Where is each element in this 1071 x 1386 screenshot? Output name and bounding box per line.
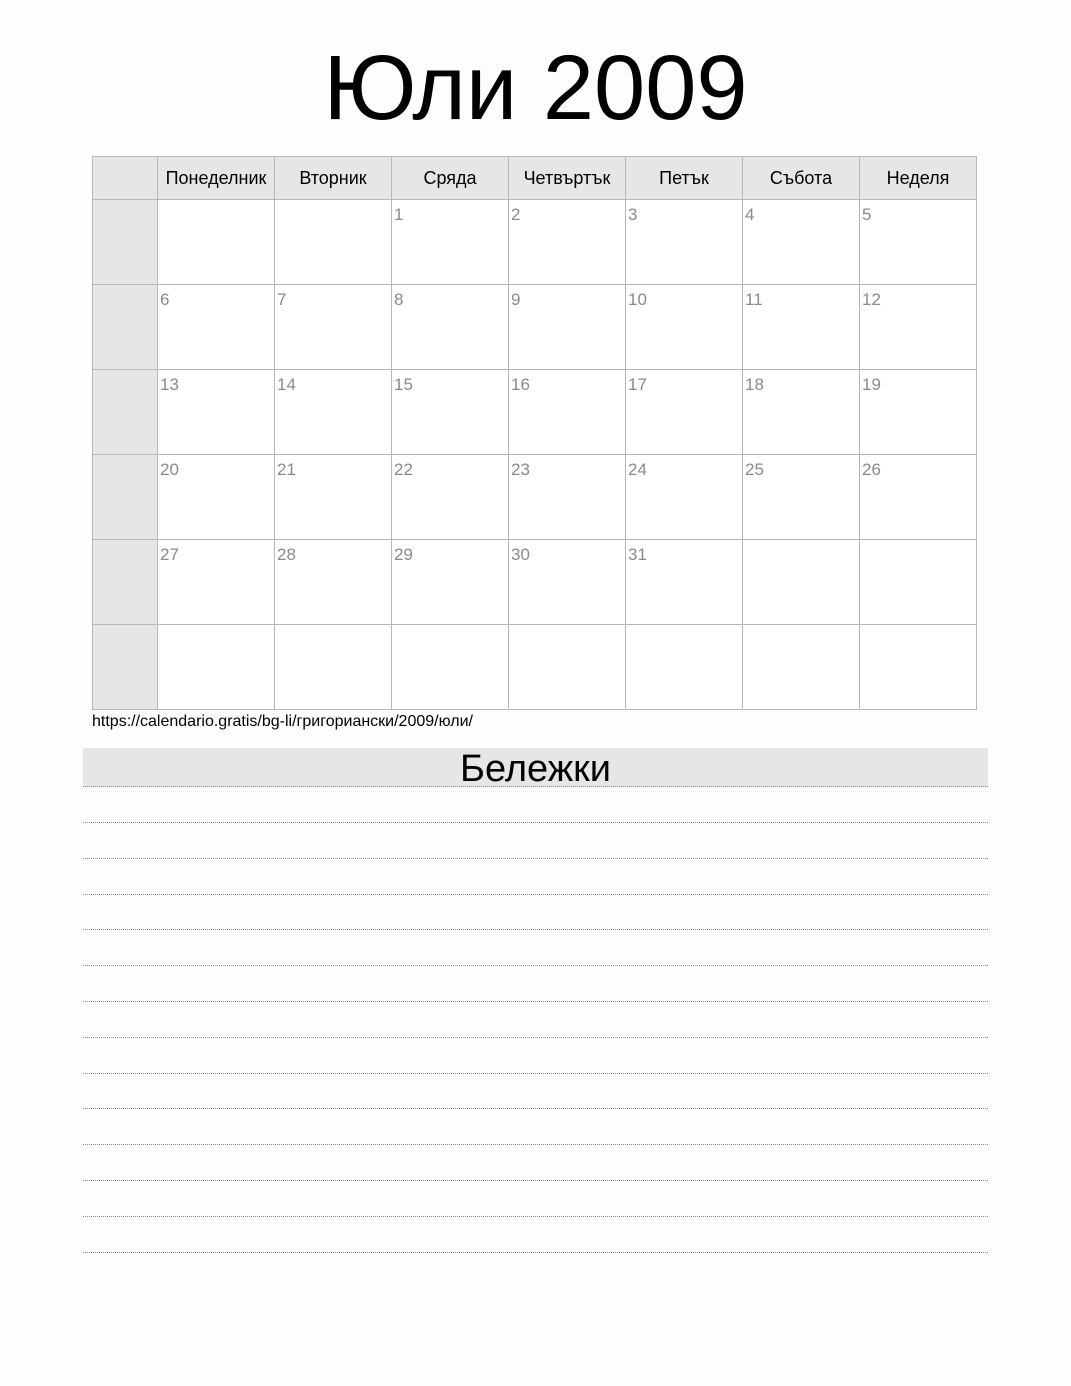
day-cell <box>860 200 977 285</box>
day-number: 22 <box>394 460 413 479</box>
calendar-week-row <box>93 200 977 285</box>
day-cell <box>626 455 743 540</box>
calendar-week-row <box>93 455 977 540</box>
calendar-week-row <box>93 370 977 455</box>
day-number <box>158 625 274 631</box>
calendar-grid <box>92 156 977 710</box>
day-number: 16 <box>511 375 530 394</box>
day-cell <box>626 285 743 370</box>
note-line <box>83 894 988 895</box>
day-number: 7 <box>277 290 287 309</box>
note-line <box>83 965 988 966</box>
note-line <box>83 1037 988 1038</box>
day-cell <box>158 370 275 455</box>
week-number-cell <box>93 625 158 710</box>
day-cell <box>275 200 392 285</box>
day-number: 13 <box>160 375 179 394</box>
day-cell <box>392 200 509 285</box>
day-cell <box>158 285 275 370</box>
day-number: 31 <box>628 545 647 564</box>
day-cell <box>158 625 275 710</box>
day-number: 15 <box>394 375 413 394</box>
day-cell <box>392 455 509 540</box>
note-line <box>83 822 988 823</box>
day-cell <box>392 285 509 370</box>
day-cell <box>275 625 392 710</box>
weekday-header-row <box>93 157 977 200</box>
day-number: 10 <box>628 290 647 309</box>
day-number <box>743 540 859 546</box>
day-number: 28 <box>277 545 296 564</box>
day-number: 21 <box>277 460 296 479</box>
weekday-tuesday: Вторник <box>275 157 392 200</box>
day-cell <box>509 540 626 625</box>
day-number: 20 <box>160 460 179 479</box>
day-cell <box>626 540 743 625</box>
day-number: 25 <box>745 460 764 479</box>
note-line <box>83 929 988 930</box>
day-cell <box>158 455 275 540</box>
day-cell <box>392 625 509 710</box>
day-number: 18 <box>745 375 764 394</box>
day-number: 26 <box>862 460 881 479</box>
day-cell <box>509 455 626 540</box>
weekday-monday: Понеделник <box>158 157 275 200</box>
note-line <box>83 1252 988 1253</box>
day-cell <box>743 455 860 540</box>
notes-heading: Бележки <box>83 748 988 787</box>
day-cell <box>275 455 392 540</box>
day-cell <box>860 540 977 625</box>
calendar-week-row <box>93 625 977 710</box>
day-number: 14 <box>277 375 296 394</box>
note-line <box>83 1001 988 1002</box>
week-number-header <box>93 157 158 200</box>
day-cell <box>860 455 977 540</box>
day-cell <box>743 540 860 625</box>
day-cell <box>509 200 626 285</box>
day-cell <box>743 285 860 370</box>
weekday-sunday: Неделя <box>860 157 977 200</box>
day-cell <box>626 370 743 455</box>
day-number: 19 <box>862 375 881 394</box>
day-number <box>158 200 274 206</box>
day-number <box>275 625 391 631</box>
day-cell <box>509 285 626 370</box>
note-line <box>83 1180 988 1181</box>
day-number <box>860 625 976 631</box>
day-number: 5 <box>862 205 872 224</box>
note-line <box>83 858 988 859</box>
calendar-week-row <box>93 285 977 370</box>
note-line <box>83 1108 988 1109</box>
note-line <box>83 1073 988 1074</box>
weekday-friday: Петък <box>626 157 743 200</box>
week-number-cell <box>93 455 158 540</box>
day-number <box>743 625 859 631</box>
note-line <box>83 1144 988 1145</box>
day-cell <box>860 625 977 710</box>
day-cell <box>392 370 509 455</box>
week-number-cell <box>93 370 158 455</box>
day-number: 1 <box>394 205 404 224</box>
day-cell <box>743 625 860 710</box>
day-number <box>509 625 625 631</box>
day-number <box>275 200 391 206</box>
day-cell <box>509 370 626 455</box>
day-number <box>860 540 976 546</box>
day-number: 23 <box>511 460 530 479</box>
page-title: Юли 2009 <box>323 37 748 139</box>
source-url[interactable]: https://calendario.gratis/bg-li/григориански/2009/юли/ <box>92 713 473 730</box>
day-cell <box>509 625 626 710</box>
day-cell <box>275 370 392 455</box>
day-cell <box>626 625 743 710</box>
weekday-thursday: Четвъртък <box>509 157 626 200</box>
day-number: 24 <box>628 460 647 479</box>
day-number: 12 <box>862 290 881 309</box>
day-number: 27 <box>160 545 179 564</box>
day-cell <box>275 285 392 370</box>
day-cell <box>275 540 392 625</box>
day-number: 9 <box>511 290 521 309</box>
note-line <box>83 1216 988 1217</box>
week-number-cell <box>93 540 158 625</box>
day-number <box>392 625 508 631</box>
day-number <box>626 625 742 631</box>
day-cell <box>860 370 977 455</box>
day-number: 4 <box>745 205 755 224</box>
day-cell <box>158 200 275 285</box>
day-cell <box>626 200 743 285</box>
day-number: 30 <box>511 545 530 564</box>
day-cell <box>743 370 860 455</box>
weekday-saturday: Събота <box>743 157 860 200</box>
calendar-week-row <box>93 540 977 625</box>
day-cell <box>392 540 509 625</box>
day-cell <box>743 200 860 285</box>
day-cell <box>860 285 977 370</box>
day-number: 6 <box>160 290 170 309</box>
week-number-cell <box>93 200 158 285</box>
weekday-wednesday: Сряда <box>392 157 509 200</box>
day-cell <box>158 540 275 625</box>
day-number: 3 <box>628 205 638 224</box>
day-number: 11 <box>745 290 763 309</box>
day-number: 29 <box>394 545 413 564</box>
week-number-cell <box>93 285 158 370</box>
day-number: 2 <box>511 205 521 224</box>
day-number: 8 <box>394 290 404 309</box>
day-number: 17 <box>628 375 647 394</box>
